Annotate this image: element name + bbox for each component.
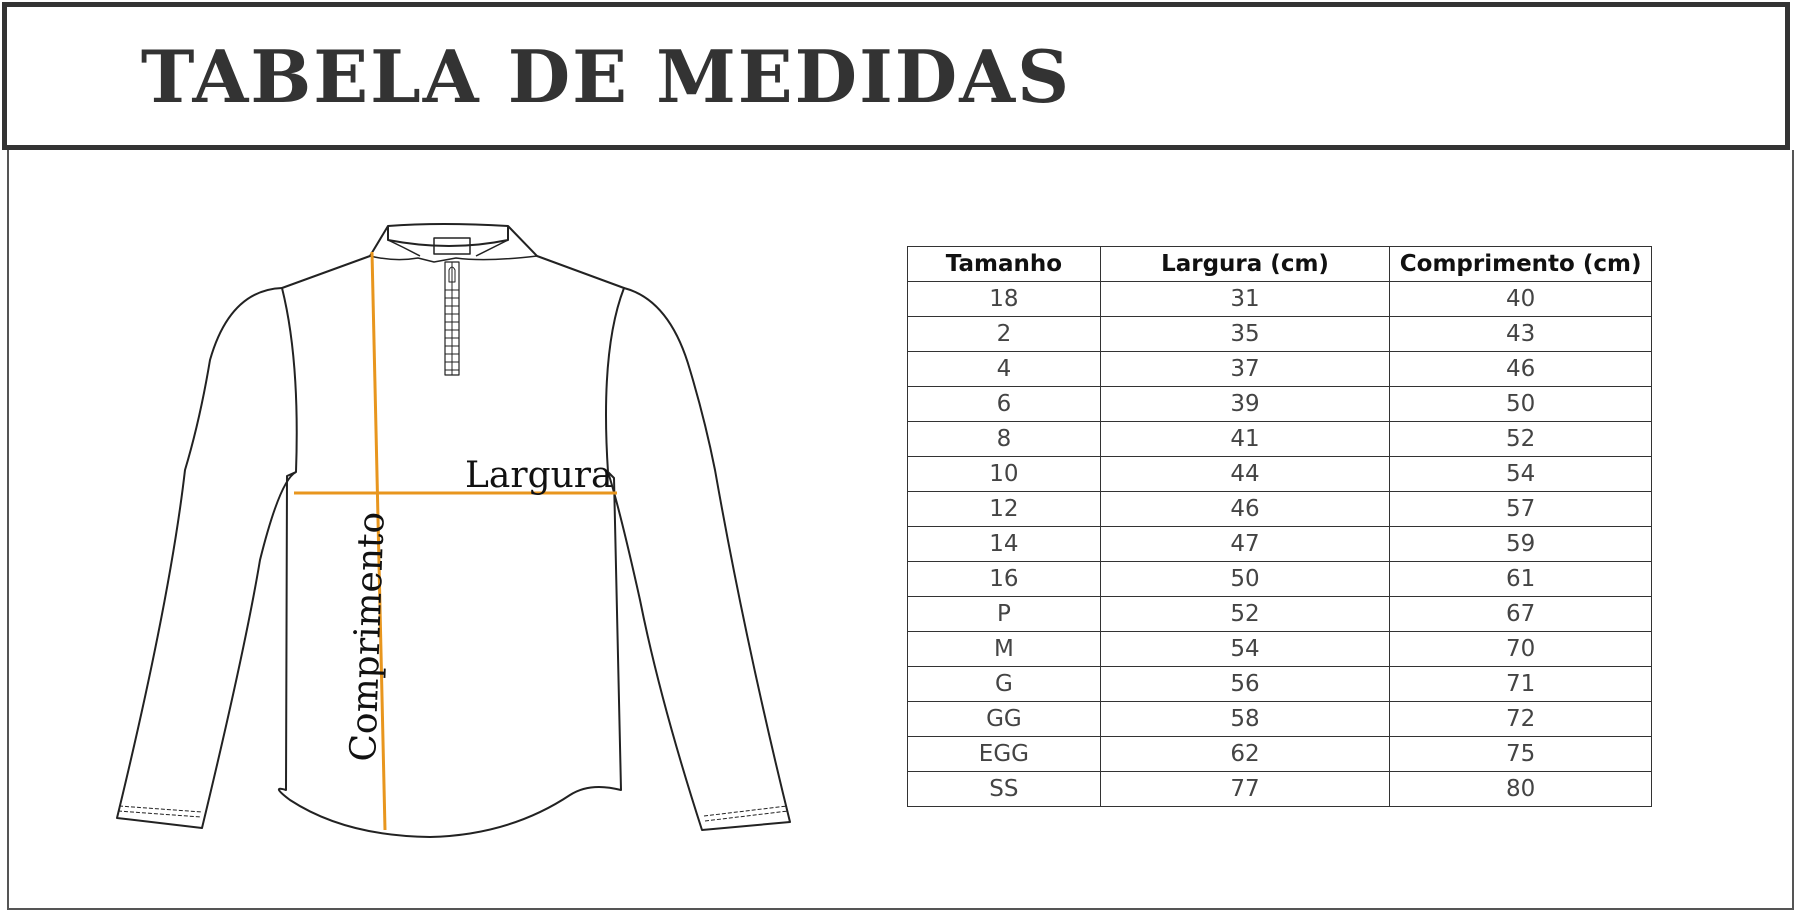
length-label: Comprimento <box>343 511 393 763</box>
cell-width: 62 <box>1100 737 1389 772</box>
cell-length: 70 <box>1390 632 1652 667</box>
width-label: Largura <box>465 455 613 496</box>
table-row <box>908 667 1652 702</box>
header-width: Largura (cm) <box>1100 247 1389 282</box>
page-title: TABELA DE MEDIDAS <box>140 33 1072 119</box>
cell-size: 18 <box>908 282 1101 317</box>
cell-width: 46 <box>1100 492 1389 527</box>
cell-length: 54 <box>1390 457 1652 492</box>
table-row <box>908 702 1652 737</box>
cell-length: 75 <box>1390 737 1652 772</box>
left-sleeve <box>117 288 296 828</box>
cell-length: 57 <box>1390 492 1652 527</box>
table-row <box>908 387 1652 422</box>
table-row <box>908 492 1652 527</box>
cell-size: 8 <box>908 422 1101 457</box>
cell-size: EGG <box>908 737 1101 772</box>
cell-width: 58 <box>1100 702 1389 737</box>
shirt-body-outline <box>279 224 624 837</box>
size-table <box>907 246 1652 807</box>
header-size: Tamanho <box>908 247 1101 282</box>
collar <box>388 226 508 246</box>
cell-size: GG <box>908 702 1101 737</box>
title-banner <box>2 2 1790 150</box>
table-row <box>908 597 1652 632</box>
table-row <box>908 422 1652 457</box>
cell-width: 47 <box>1100 527 1389 562</box>
cell-length: 50 <box>1390 387 1652 422</box>
cell-size: P <box>908 597 1101 632</box>
cell-size: 12 <box>908 492 1101 527</box>
cell-width: 31 <box>1100 282 1389 317</box>
cell-width: 44 <box>1100 457 1389 492</box>
cell-length: 46 <box>1390 352 1652 387</box>
cell-length: 71 <box>1390 667 1652 702</box>
cell-size: 16 <box>908 562 1101 597</box>
cell-size: M <box>908 632 1101 667</box>
table-row <box>908 562 1652 597</box>
table-row <box>908 527 1652 562</box>
table-row <box>908 737 1652 772</box>
header-length: Comprimento (cm) <box>1390 247 1652 282</box>
cell-width: 39 <box>1100 387 1389 422</box>
cell-width: 52 <box>1100 597 1389 632</box>
cell-length: 43 <box>1390 317 1652 352</box>
cell-width: 41 <box>1100 422 1389 457</box>
cell-size: 10 <box>908 457 1101 492</box>
shirt-diagram <box>100 215 800 855</box>
table-row <box>908 457 1652 492</box>
table-header-row <box>908 247 1652 282</box>
cell-width: 77 <box>1100 772 1389 807</box>
cell-length: 72 <box>1390 702 1652 737</box>
cell-length: 40 <box>1390 282 1652 317</box>
cell-size: SS <box>908 772 1101 807</box>
cell-length: 52 <box>1390 422 1652 457</box>
cell-size: G <box>908 667 1101 702</box>
cell-length: 80 <box>1390 772 1652 807</box>
cell-size: 14 <box>908 527 1101 562</box>
cell-size: 4 <box>908 352 1101 387</box>
table-row <box>908 352 1652 387</box>
table-row <box>908 632 1652 667</box>
right-sleeve <box>608 288 790 830</box>
cell-width: 56 <box>1100 667 1389 702</box>
cell-width: 37 <box>1100 352 1389 387</box>
cell-length: 67 <box>1390 597 1652 632</box>
cell-size: 2 <box>908 317 1101 352</box>
cell-length: 59 <box>1390 527 1652 562</box>
cell-width: 35 <box>1100 317 1389 352</box>
cell-size: 6 <box>908 387 1101 422</box>
cell-width: 54 <box>1100 632 1389 667</box>
table-row <box>908 282 1652 317</box>
cell-width: 50 <box>1100 562 1389 597</box>
cell-length: 61 <box>1390 562 1652 597</box>
table-row <box>908 317 1652 352</box>
table-row <box>908 772 1652 807</box>
